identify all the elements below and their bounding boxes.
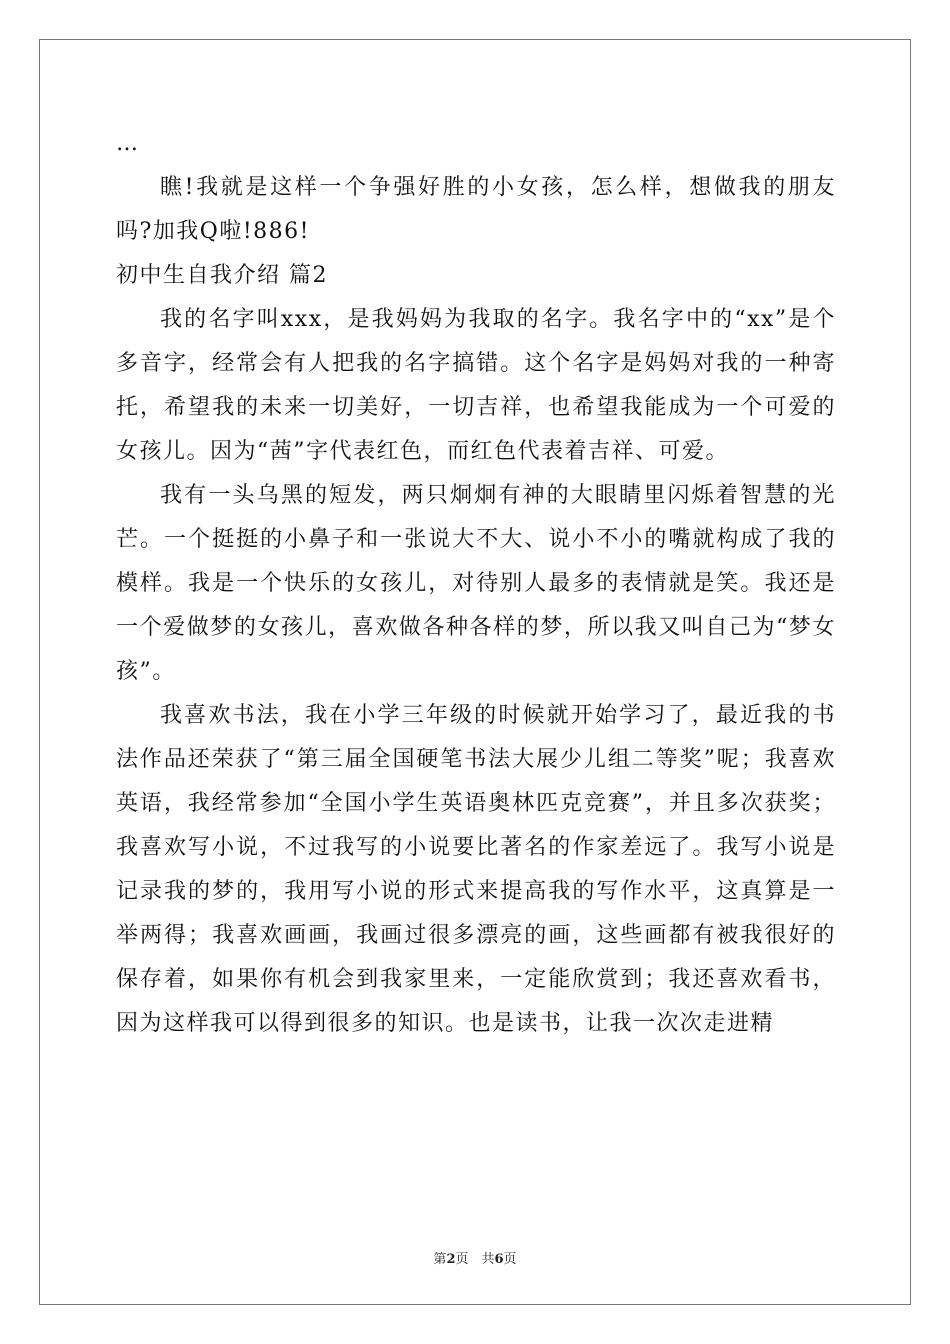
footer-total-pages: 6 — [494, 1252, 504, 1267]
paragraph: 瞧!我就是这样一个争强好胜的小女孩，怎么样，想做我的朋友吗?加我Q啦!886! — [116, 175, 836, 244]
paragraph: 我有一头乌黑的短发，两只炯炯有神的大眼睛里闪烁着智慧的光芒。一个挺挺的小鼻子和一张说大不大、说小不小的嘴就构成了我的模样。我是一个快乐的女孩儿，对待别人最多的表情就是笑。我还是一个爱做梦的女孩儿，喜欢做各种各样的梦，所以我又叫自己为“梦女孩”。 — [116, 483, 836, 684]
footer-suffix: 页 — [503, 1252, 517, 1267]
footer-page-number: 2 — [446, 1252, 456, 1267]
document-body — [116, 122, 836, 1046]
paragraph: 我喜欢书法，我在小学三年级的时候就开始学习了，最近我的书法作品还荣获了“第三届全国硬笔书法大展少儿组二等奖”呢；我喜欢英语，我经常参加“全国小学生英语奥林匹克竞赛”，并且多次获奖；我喜欢写小说，不过我写的小说要比著名的作家差远了。我写小说是记录我的梦的，我用写小说的形式来提高我的写作水平，这真算是一举两得；我喜欢画画，我画过很多漂亮的画，这些画都有被我很好的保存着，如果你有机会到我家里来，一定能欣赏到；我还喜欢看书，因为这样我可以得到很多的知识。也是读书，让我一次次走进精 — [116, 703, 836, 1036]
footer-prefix: 第 — [433, 1252, 447, 1267]
section-heading: 初中生自我介绍 篇2 — [116, 263, 328, 288]
page-footer — [0, 1248, 950, 1267]
footer-mid: 页 共 — [455, 1252, 495, 1267]
ellipsis-line: … — [116, 131, 140, 156]
paragraph: 我的名字叫xxx，是我妈妈为我取的名字。我名字中的“xx”是个多音字，经常会有人把我的名字搞错。这个名字是妈妈对我的一种寄托，希望我的未来一切美好，一切吉祥，也希望我能成为一个可爱的女孩儿。因为“茜”字代表红色，而红色代表着吉祥、可爱。 — [116, 307, 836, 464]
